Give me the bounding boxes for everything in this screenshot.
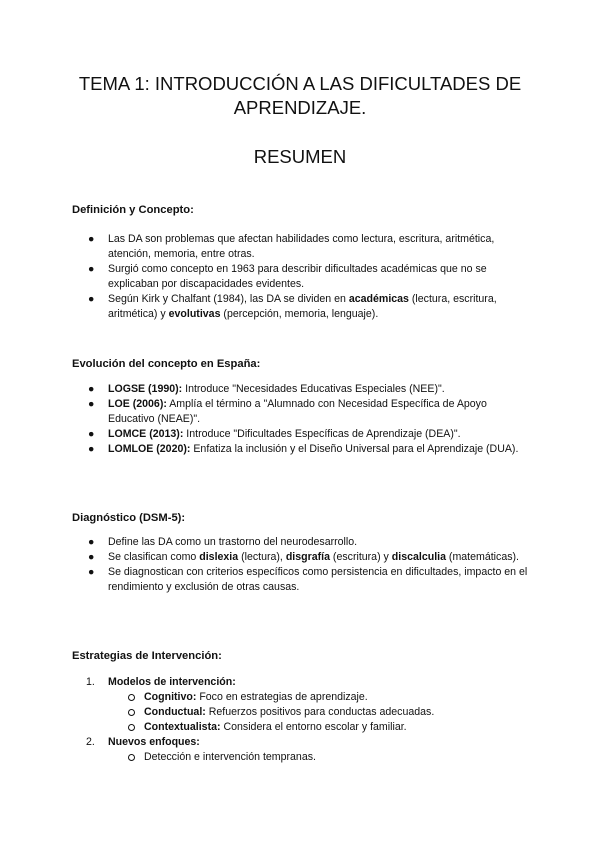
bullet-icon: ●	[88, 551, 95, 563]
bullet-icon: ●	[88, 443, 95, 455]
list-number: 2.	[86, 736, 95, 748]
list-item: 2. Nuevos enfoques: Detección e intervención tempranas.	[72, 735, 532, 765]
bullet-icon: ●	[88, 536, 95, 548]
diagnostico-list	[72, 535, 532, 595]
list-item: ● Surgió como concepto en 1963 para describir dificultades académicas que no se explicaban por discapacidades evidentes.	[88, 263, 487, 290]
definicion-list	[72, 232, 532, 322]
title-line-2: APRENDIZAJE.	[233, 97, 367, 118]
list-item: ● Las DA son problemas que afectan habilidades como lectura, escritura, aritmética, atención, memoria, entre otras.	[88, 233, 495, 260]
document-subtitle: RESUMEN	[253, 146, 347, 167]
list-item: 1. Modelos de intervención: Cognitivo: Foco en estrategias de aprendizaje. Conductual: Refuerzos positivos para conductas adecuadas. Contextualista: Considera el entorno escolar y familiar.	[72, 675, 532, 735]
bullet-icon: ●	[88, 566, 95, 578]
list-item: ● Se clasifican como dislexia (lectura), disgrafía (escritura) y discalculia (matemáticas).	[88, 551, 519, 563]
bullet-icon: ●	[88, 428, 95, 440]
circle-bullet-icon	[128, 694, 135, 701]
list-item: ● Define las DA como un trastorno del neurodesarrollo.	[88, 536, 358, 548]
circle-bullet-icon	[128, 754, 135, 761]
list-number: 1.	[86, 676, 95, 688]
circle-bullet-icon	[128, 724, 135, 731]
list-item: ● Según Kirk y Chalfant (1984), las DA se dividen en académicas (lectura, escritura, aritmética) y evolutivas (percepción, memoria, lenguaje).	[88, 293, 497, 320]
section-heading-diagnostico: Diagnóstico (DSM-5):	[72, 512, 186, 524]
sublist-item: Conductual: Refuerzos positivos para conductas adecuadas.	[108, 705, 532, 720]
sublist-item: Detección e intervención tempranas.	[108, 750, 532, 765]
evolucion-list	[72, 382, 532, 457]
section-heading-definicion: Definición y Concepto:	[72, 204, 194, 216]
title-line-1: TEMA 1: INTRODUCCIÓN A LAS DIFICULTADES DE	[78, 73, 522, 94]
list-item: ● LOGSE (1990): Introduce "Necesidades Educativas Especiales (NEE)".	[88, 383, 445, 395]
sublist-item: Contextualista: Considera el entorno escolar y familiar.	[108, 720, 532, 735]
list-item: ● LOMCE (2013): Introduce "Dificultades Específicas de Aprendizaje (DEA)".	[88, 428, 461, 440]
estrategias-list	[72, 675, 532, 765]
document-title	[40, 72, 560, 120]
sublist-item: Cognitivo: Foco en estrategias de aprendizaje.	[108, 690, 532, 705]
circle-bullet-icon	[128, 709, 135, 716]
bullet-icon: ●	[88, 383, 95, 395]
bullet-icon: ●	[88, 233, 95, 245]
bullet-icon: ●	[88, 263, 95, 275]
sublist	[108, 690, 532, 735]
list-item: ● Se diagnostican con criterios específicos como persistencia en dificultades, impacto en el rendimiento y exclusión de otras causas.	[88, 566, 528, 593]
list-item: ● LOE (2006): Amplía el término a "Alumnado con Necesidad Específica de Apoyo Educativo (NEAE)".	[88, 398, 487, 425]
section-heading-estrategias: Estrategias de Intervención:	[72, 650, 222, 662]
bullet-icon: ●	[88, 398, 95, 410]
list-item: ● LOMLOE (2020): Enfatiza la inclusión y el Diseño Universal para el Aprendizaje (DUA).	[88, 443, 519, 455]
section-heading-evolucion: Evolución del concepto en España:	[72, 358, 261, 370]
bullet-icon: ●	[88, 293, 95, 305]
sublist	[108, 750, 532, 765]
